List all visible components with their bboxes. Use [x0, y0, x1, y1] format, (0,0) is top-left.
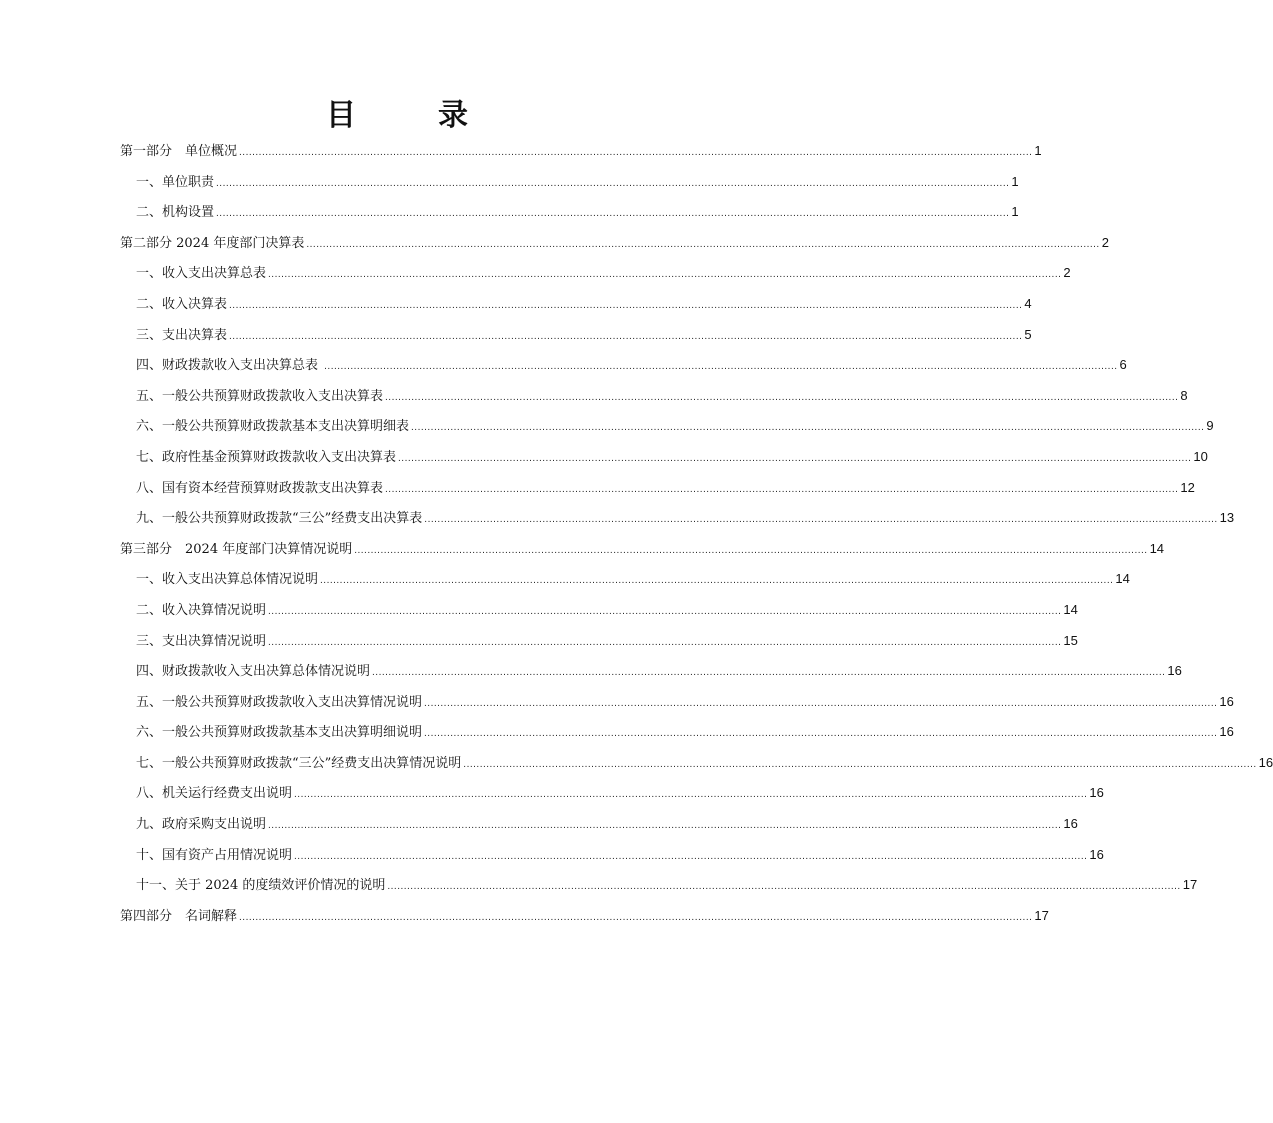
- toc-entry-label: 九、政府采购支出说明: [136, 817, 267, 833]
- toc-dot-leader: ..................................................................................................................................................................................................................................................: [294, 850, 1088, 862]
- toc-page-number: 8: [1180, 387, 1188, 403]
- toc-section-entry[interactable]: [120, 840, 1104, 871]
- toc-entry-label: 七、政府性基金预算财政拨款收入支出决算表: [136, 449, 397, 465]
- toc-dot-leader: ..................................................................................................................................................................................................................................................: [411, 422, 1205, 434]
- toc-dot-leader: ..................................................................................................................................................................................................................................................: [268, 636, 1062, 648]
- toc-page-number: 2: [1101, 234, 1109, 250]
- toc-dot-leader: ..................................................................................................................................................................................................................................................: [424, 728, 1218, 740]
- toc-entry-label: 六、一般公共预算财政拨款基本支出决算明细表: [136, 419, 410, 435]
- toc-page-number: 5: [1024, 326, 1032, 342]
- toc-page-number: 16: [1089, 785, 1104, 801]
- toc-page-number: 14: [1063, 601, 1078, 617]
- toc-dot-leader: ..................................................................................................................................................................................................................................................: [372, 667, 1166, 679]
- toc-entry-label: 一、收入支出决算总体情况说明: [136, 572, 319, 588]
- toc-page-number: 17: [1182, 877, 1198, 893]
- toc-dot-leader: ..................................................................................................................................................................................................................................................: [268, 269, 1062, 281]
- toc-section-entry[interactable]: [120, 656, 1182, 687]
- toc-section-entry[interactable]: [120, 411, 1214, 442]
- toc-section-entry[interactable]: [120, 197, 1019, 228]
- toc-section-entry[interactable]: [120, 289, 1032, 320]
- toc-entry-label: 八、机关运行经费支出说明: [136, 786, 293, 802]
- toc-dot-leader: ..................................................................................................................................................................................................................................................: [324, 361, 1118, 373]
- toc-entry-label: 第四部分 名词解释: [120, 908, 238, 924]
- toc-entry-label: 九、一般公共预算财政拨款“三公”经费支出决算表: [136, 511, 423, 527]
- page-title: 目 录: [326, 98, 494, 133]
- toc-section-entry[interactable]: [120, 442, 1208, 473]
- toc-entry-label: 七、一般公共预算财政拨款“三公”经费支出决算情况说明: [136, 755, 462, 771]
- toc-page-number: 15: [1063, 632, 1078, 648]
- toc-section-entry[interactable]: [120, 167, 1019, 198]
- toc-dot-leader: ..................................................................................................................................................................................................................................................: [424, 697, 1218, 709]
- toc-section-entry[interactable]: [120, 473, 1195, 504]
- toc-page-number: 16: [1219, 693, 1234, 709]
- toc-section-entry[interactable]: [120, 350, 1127, 381]
- toc-section-entry[interactable]: [120, 809, 1078, 840]
- toc-dot-leader: ..................................................................................................................................................................................................................................................: [216, 208, 1010, 220]
- toc-dot-leader: ..................................................................................................................................................................................................................................................: [239, 147, 1033, 158]
- toc-page-number: 10: [1193, 448, 1208, 464]
- toc-page-number: 9: [1206, 418, 1214, 434]
- toc-section-entry[interactable]: [120, 564, 1130, 595]
- toc-entry-label: 一、收入支出决算总表: [136, 266, 267, 282]
- toc-dot-leader: ..................................................................................................................................................................................................................................................: [268, 820, 1062, 832]
- toc-page-number: 17: [1034, 907, 1049, 923]
- toc-page-number: 1: [1011, 173, 1019, 189]
- toc-entry-label: 二、收入决算表: [136, 296, 228, 312]
- toc-page-number: 14: [1149, 540, 1165, 556]
- toc-section-entry[interactable]: [120, 503, 1235, 534]
- toc-entry-label: 五、一般公共预算财政拨款收入支出决算情况说明: [136, 694, 423, 710]
- toc-entry-label: 五、一般公共预算财政拨款收入支出决算表: [136, 388, 384, 404]
- toc-page-number: 16: [1089, 846, 1104, 862]
- toc-entry-label: 第二部分 2024 年度部门决算表: [120, 235, 305, 251]
- toc-entry-label: 三、支出决算情况说明: [136, 633, 267, 649]
- toc-dot-leader: ..................................................................................................................................................................................................................................................: [320, 575, 1114, 587]
- toc-dot-leader: ..................................................................................................................................................................................................................................................: [398, 452, 1192, 464]
- toc-section-entry[interactable]: [120, 626, 1078, 657]
- toc-page-number: 16: [1167, 663, 1182, 679]
- toc-entry-label: 二、机构设置: [136, 205, 215, 221]
- toc-page-number: 13: [1219, 510, 1235, 526]
- toc-entry-label: 三、支出决算表: [136, 327, 228, 343]
- toc-section-entry[interactable]: [120, 381, 1188, 412]
- toc-dot-leader: ..................................................................................................................................................................................................................................................: [229, 299, 1023, 311]
- toc-page-number: 2: [1063, 265, 1071, 281]
- toc-entry-label: 十一、关于 2024 的度绩效评价情况的说明: [136, 878, 386, 894]
- toc-section-entry[interactable]: [120, 258, 1071, 289]
- toc-dot-leader: ..................................................................................................................................................................................................................................................: [239, 911, 1033, 923]
- toc-page-number: 4: [1024, 295, 1032, 311]
- toc-page-number: 6: [1119, 357, 1127, 373]
- toc-dot-leader: ..................................................................................................................................................................................................................................................: [229, 330, 1023, 342]
- toc-page-number: 14: [1115, 571, 1130, 587]
- toc-part-entry[interactable]: [120, 136, 1042, 167]
- toc-part-entry[interactable]: [120, 901, 1049, 932]
- toc-part-entry[interactable]: [120, 228, 1109, 259]
- toc-dot-leader: ..................................................................................................................................................................................................................................................: [354, 544, 1148, 556]
- toc-entry-label: 一、单位职责: [136, 174, 215, 190]
- toc-entry-label: 四、财政拨款收入支出决算总体情况说明: [136, 664, 371, 680]
- toc-entry-label: 六、一般公共预算财政拨款基本支出决算明细说明: [136, 725, 423, 741]
- toc-section-entry[interactable]: [120, 717, 1234, 748]
- toc-entry-label: 四、财政拨款收入支出决算总表: [136, 358, 323, 374]
- toc-section-entry[interactable]: [120, 595, 1078, 626]
- toc-dot-leader: ..................................................................................................................................................................................................................................................: [306, 238, 1100, 250]
- toc-dot-leader: ..................................................................................................................................................................................................................................................: [424, 514, 1218, 526]
- toc-page-number: 12: [1180, 479, 1195, 495]
- toc-dot-leader: ..................................................................................................................................................................................................................................................: [387, 881, 1181, 893]
- toc-entry-label: 十、国有资产占用情况说明: [136, 847, 293, 863]
- toc-dot-leader: ..................................................................................................................................................................................................................................................: [294, 789, 1088, 801]
- toc-section-entry[interactable]: [120, 320, 1032, 351]
- toc-section-entry[interactable]: [120, 778, 1104, 809]
- toc-dot-leader: ..................................................................................................................................................................................................................................................: [385, 391, 1179, 403]
- toc-section-entry[interactable]: [120, 687, 1234, 718]
- toc-part-entry[interactable]: [120, 534, 1165, 565]
- table-of-contents: [120, 136, 1273, 931]
- toc-dot-leader: ..................................................................................................................................................................................................................................................: [463, 758, 1257, 770]
- toc-page-number: 16: [1219, 724, 1234, 740]
- toc-entry-label: 二、收入决算情况说明: [136, 602, 267, 618]
- toc-section-entry[interactable]: [120, 870, 1198, 901]
- toc-entry-label: 第一部分 单位概况: [120, 144, 238, 159]
- toc-page-number: 1: [1011, 204, 1019, 220]
- toc-dot-leader: ..................................................................................................................................................................................................................................................: [385, 483, 1179, 495]
- toc-page-number: 1: [1034, 143, 1042, 158]
- toc-dot-leader: ..................................................................................................................................................................................................................................................: [268, 605, 1062, 617]
- toc-dot-leader: ..................................................................................................................................................................................................................................................: [216, 177, 1010, 189]
- toc-entry-label: 八、国有资本经营预算财政拨款支出决算表: [136, 480, 384, 496]
- toc-entry-label: 第三部分 2024 年度部门决算情况说明: [120, 541, 353, 557]
- toc-page-number: 16: [1063, 816, 1078, 832]
- toc-section-entry[interactable]: [120, 748, 1273, 779]
- toc-page-number: 16: [1258, 754, 1273, 770]
